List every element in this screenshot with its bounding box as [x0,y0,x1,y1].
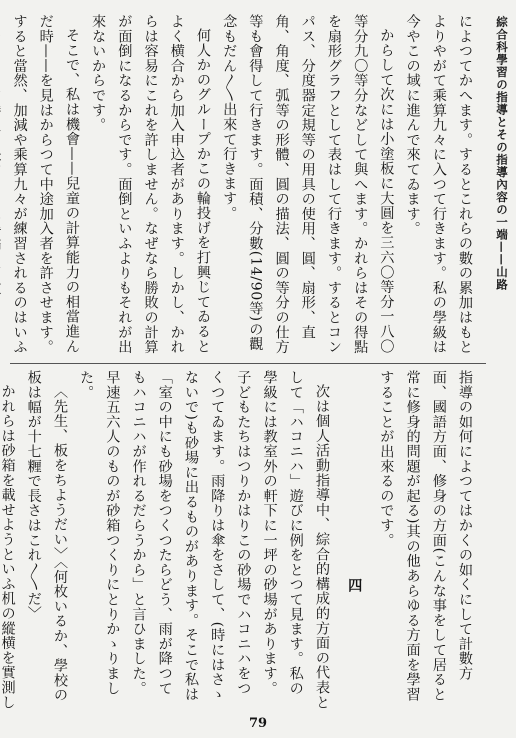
section-divider [10,363,486,364]
paragraph: そこで、私は機會——兒童の計算能力の相當進んだ時——を見はからつて中途加入者を許させます。すると當然、加減や乘算九々が練習されるのはいふ [11,14,80,355]
paragraph: 何人かのグループかこの輪投げを打興じてゐるとよく横合から加入申込者があります。しかし、かれらは容易にこれを許しません。なぜなら勝敗の計算が面倒になるからです。面倒といふよりもそれが出來ないからです。 [90,14,211,355]
paragraph: 指導の如何によつてはかくの如くにして計數方面、國語方面、修身の方面(こんな事をして居ると常に修身的問題が起る)其の他あらゆる方面を學習することが出來るのです。 [378,370,473,702]
paragraph: かれらは砂箱を載せようといふ机の縱横を實測し [0,384,16,710]
page-number: 79 [248,716,268,731]
section-number: 四 [346,577,363,593]
text-block-bottom [0,370,478,710]
paragraph: によつてかへます。するとこれらの數の累加はもとよりやがて乘算九々に入つて行きます。私の學級は今やこの域に進んで來てゐます。 [404,14,473,355]
paragraph: からして次には小塗板に大圓を三六〇等分一八〇等分九〇等分などして與へます。かれらはその得點を扇形グラフとして表はして行きます。するとコンパス、分度器定規等の用具の使用、圓、扇形、直角、角度、弧等の形體、圓の描法、圓の等分の仕方等も會得して行きます。面積、分數(14/90等)の觀念もだん〳〵出來て行きます。 [221,14,395,355]
text-block-top [11,14,478,362]
running-head: 綜合科學習の指導とその指導內容の一端——山路 [495,16,509,291]
paragraph: 〈先生、板をちようだい〉〈何枚いるか、學校の板は幅が十七糎で長さはこれ〳〵だ〉 [25,370,68,703]
paragraph: 次は個人活動指導中、綜合的構成的方面の代表として「ハコニハ」遊びに例をとつて見ます。私の學級には教室外の軒下に一坪の砂場があります。子どもたちはつりかはりこの砂場でハコニハをつくつてゐます。雨降りは傘をさして、(時にはさゝないで)も砂場に出るものがあります。そこで私は「室の中にも砂場をつくつたらどう、雨が降つてもハコニハが作れるだらうから」と言ひました。早速五六人のものが砂箱つくりにとりかゝりました。 [78,370,330,710]
